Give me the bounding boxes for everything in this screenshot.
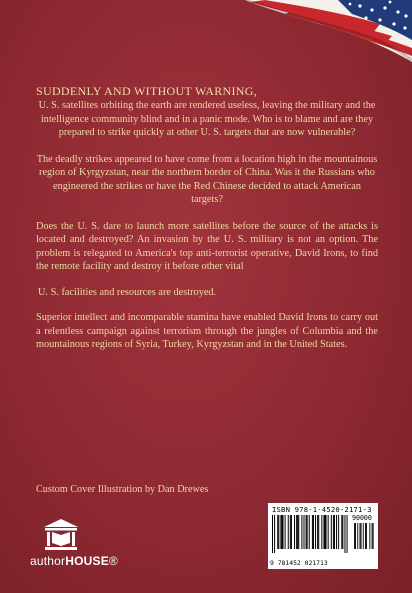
publisher-name: authorHOUSE®	[30, 554, 118, 568]
barcode-digits: 9 781452 021713	[270, 559, 328, 567]
publisher-logo	[30, 518, 130, 568]
book-building-icon	[42, 518, 80, 552]
blurb	[36, 84, 378, 352]
blurb-paragraph-1: U. S. satellites orbiting the earth are rendered useless, leaving the military and the intelligence community blind and in a panic mode. Who is to blame and are they prepared to strike quickly at other U. S. targets that are now vulnerable?	[38, 100, 376, 138]
isbn-label: ISBN 978-1-4520-2171-3	[272, 505, 372, 514]
cover-credit: Custom Cover Illustration by Dan Drewes	[36, 484, 209, 495]
blurb-paragraph-3: Does the U. S. dare to launch more satellites before the source of the attacks is located and destroyed? An invasion by the U. S. military is not an option. The problem is relegated to America's top anti-terrorist operative, David Irons, to find the remote facility and destroy it before other vital	[36, 220, 378, 272]
blurb-paragraph-5: Superior intellect and incomparable stamina have enabled David Irons to carry out a relentless campaign against terrorism through the jungles of Columbia and the mountainous regions of Syria, Turkey, Kyrgyzstan and in the United States.	[36, 312, 378, 350]
barcode-addon: 90000	[352, 514, 372, 522]
isbn-barcode	[268, 503, 378, 569]
headline: SUDDENLY AND WITHOUT WARNING,	[36, 84, 258, 98]
blurb-paragraph-2: The deadly strikes appeared to have come from a location high in the mountainous region of Kyrgyzstan, near the northern border of China. Was it the Russians who engineered the strikes or have the Red Chinese decided to attack American targets?	[36, 153, 378, 205]
blurb-paragraph-4: U. S. facilities and resources are destroyed.	[38, 286, 217, 298]
